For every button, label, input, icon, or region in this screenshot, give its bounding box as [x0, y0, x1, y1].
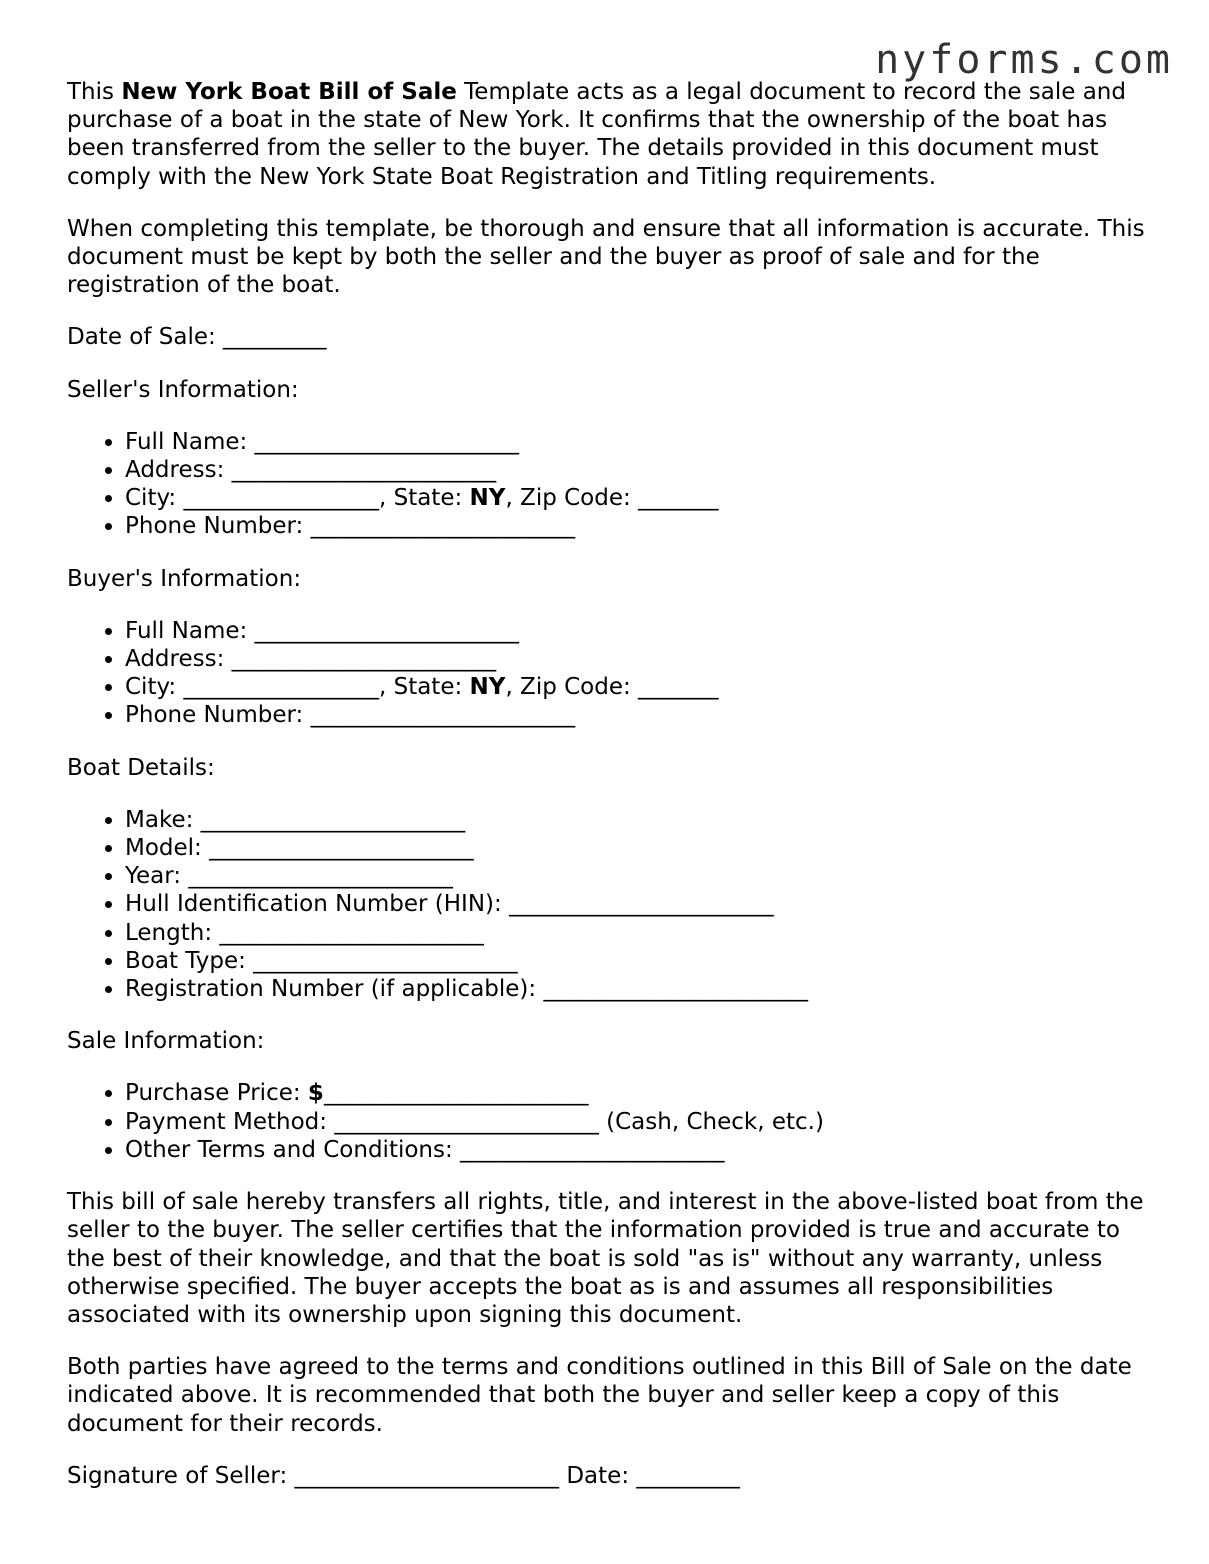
agreement-paragraph: Both parties have agreed to the terms and conditions outlined in this Bill of Sale on the date indicated above. It is recommended that both the buyer and seller keep a copy of this document for their records. — [67, 1354, 1132, 1437]
boat-type-field[interactable]: • Boat Type: _______________________ — [125, 947, 1157, 975]
seller-full-name-field[interactable]: • Full Name: _______________________ — [125, 428, 1157, 456]
buyer-zip-label: , Zip Code: _______ — [505, 674, 719, 701]
purchase-price-label: Purchase Price: — [125, 1080, 308, 1107]
buyer-heading: Buyer's Information: — [67, 565, 302, 592]
document-title: New York Boat Bill of Sale — [121, 79, 457, 105]
site-watermark: nyforms.com — [875, 37, 1173, 83]
seller-address-field[interactable]: • Address: _______________________ — [125, 456, 1157, 484]
seller-signature-line[interactable]: Signature of Seller: _______________________ Date: _________ — [67, 1462, 740, 1489]
bill-of-sale-document — [67, 78, 1157, 1514]
buyer-phone-field[interactable]: • Phone Number: _______________________ — [125, 701, 1157, 729]
boat-length-field[interactable]: • Length: _______________________ — [125, 919, 1157, 947]
boat-model-field[interactable]: • Model: _______________________ — [125, 834, 1157, 862]
sale-info-heading: Sale Information: — [67, 1028, 265, 1055]
boat-registration-field[interactable]: • Registration Number (if applicable): _______________________ — [125, 975, 1157, 1003]
seller-city-state-zip-field[interactable] — [125, 484, 1157, 512]
transfer-paragraph: This bill of sale hereby transfers all rights, title, and interest in the above-listed boat from the seller to the buyer. The seller certifies that the information provided is true and accurate to the best of their knowledge, and that the boat is sold "as is" without any warranty, unless otherwise specified. The buyer accepts the boat as is and assumes all responsibilities associated with its ownership upon signing this document. — [67, 1189, 1144, 1328]
buyer-city-state-zip-field[interactable] — [125, 673, 1157, 701]
intro-pre: This — [67, 79, 122, 105]
boat-hin-field[interactable]: • Hull Identification Number (HIN): _______________________ — [125, 890, 1157, 918]
purchase-price-blank: _______________________ — [323, 1080, 589, 1107]
boat-make-field[interactable]: • Make: _______________________ — [125, 806, 1157, 834]
boat-year-field[interactable]: • Year: _______________________ — [125, 862, 1157, 890]
other-terms-field[interactable]: • Other Terms and Conditions: _______________________ — [125, 1136, 1157, 1164]
seller-city-label: City: _________________, State: — [125, 485, 470, 512]
seller-zip-label: , Zip Code: _______ — [505, 485, 719, 512]
seller-heading: Seller's Information: — [67, 376, 299, 403]
instructions-paragraph: When completing this template, be thorough and ensure that all information is accurate. This document must be kept by both the seller and the buyer as proof of sale and for the registration of the boat. — [67, 215, 1145, 299]
payment-method-field[interactable]: • Payment Method: _______________________ (Cash, Check, etc.) — [125, 1108, 1157, 1136]
seller-state-value: NY — [469, 485, 506, 512]
seller-phone-field[interactable]: • Phone Number: _______________________ — [125, 512, 1157, 540]
date-of-sale-field[interactable]: Date of Sale: _________ — [67, 324, 327, 351]
boat-details-list — [67, 806, 1157, 1003]
intro-paragraph — [67, 78, 1157, 191]
buyer-address-field[interactable]: • Address: _______________________ — [125, 645, 1157, 673]
boat-details-heading: Boat Details: — [67, 754, 215, 781]
buyer-info-list — [67, 617, 1157, 730]
sale-info-list — [67, 1079, 1157, 1164]
buyer-state-value: NY — [469, 674, 506, 701]
seller-info-list — [67, 428, 1157, 541]
purchase-price-field[interactable] — [125, 1079, 1157, 1107]
buyer-full-name-field[interactable]: • Full Name: _______________________ — [125, 617, 1157, 645]
currency-symbol: $ — [307, 1080, 324, 1107]
buyer-city-label: City: _________________, State: — [125, 674, 470, 701]
intro-post: Template acts as a legal document to record the sale and purchase of a boat in the state of New York. It confirms that the ownership of the boat has been transferred from the seller to the buyer. The details provided in this document must comply with the New York State Boat Registration and Titling requirements. — [67, 79, 1126, 190]
